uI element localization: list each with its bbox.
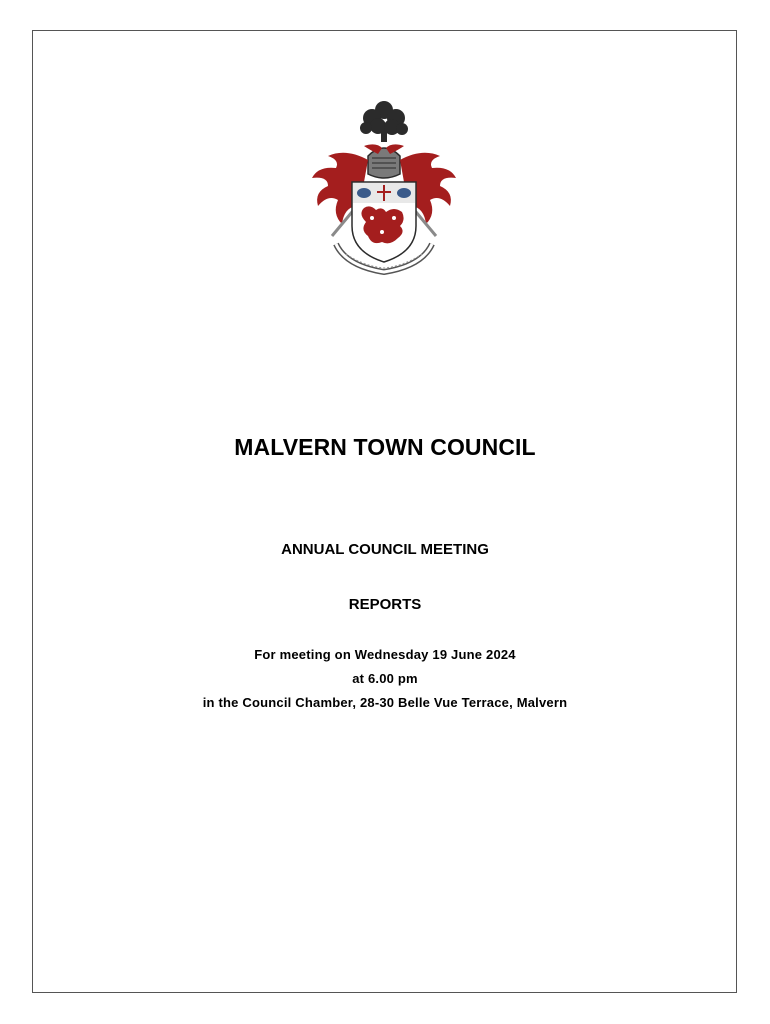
meeting-time: at 6.00 pm — [352, 671, 418, 686]
tree-crest — [360, 101, 408, 142]
meeting-venue: in the Council Chamber, 28-30 Belle Vue Terrace, Malvern — [202, 695, 568, 710]
council-name: MALVERN TOWN COUNCIL — [234, 434, 536, 460]
meeting-type: ANNUAL COUNCIL MEETING — [281, 541, 489, 558]
meeting-date: For meeting on Wednesday 19 June 2024 — [254, 647, 516, 662]
coat-of-arms-icon — [306, 96, 462, 282]
shield — [352, 182, 416, 262]
section-heading: REPORTS — [348, 596, 422, 613]
helmet — [364, 144, 404, 178]
